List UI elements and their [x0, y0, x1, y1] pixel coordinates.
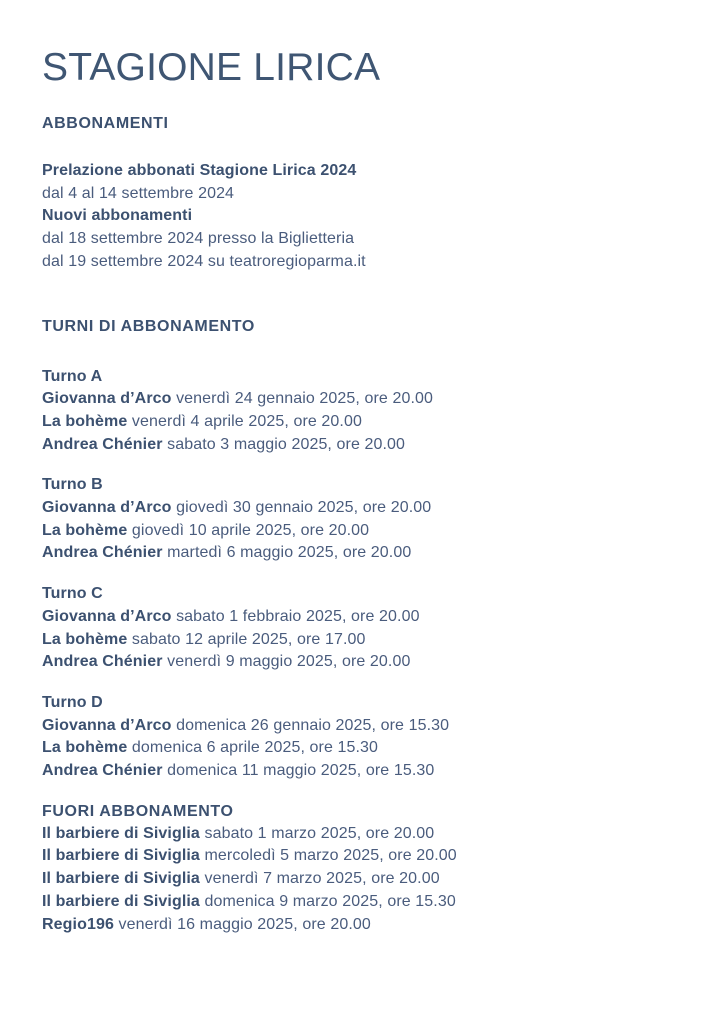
- event-title: Regio196: [42, 915, 114, 933]
- event-title: Andrea Chénier: [42, 544, 163, 562]
- event-title: La bohème: [42, 630, 128, 648]
- event-details: venerdì 9 maggio 2025, ore 20.00: [167, 653, 411, 671]
- abbonamenti-line: dal 4 al 14 settembre 2024: [42, 184, 235, 202]
- event-title: Andrea Chénier: [42, 762, 163, 780]
- event-details: sabato 1 marzo 2025, ore 20.00: [204, 824, 435, 842]
- turni-heading: TURNI DI ABBONAMENTO: [42, 317, 255, 335]
- event-details: mercoledì 5 marzo 2025, ore 20.00: [204, 847, 457, 865]
- event-title: Il barbiere di Siviglia: [42, 824, 200, 842]
- event-row: [42, 520, 681, 543]
- event-title: Giovanna d’Arco: [42, 607, 172, 625]
- abbonamenti-line: dal 18 settembre 2024 presso la Biglietteria: [42, 230, 355, 248]
- page-title: STAGIONE LIRICA: [42, 46, 381, 89]
- event-details: sabato 12 aprile 2025, ore 17.00: [131, 630, 366, 648]
- event-row: [42, 760, 681, 783]
- event-details: domenica 6 aprile 2025, ore 15.30: [131, 739, 379, 757]
- event-row: [42, 845, 681, 868]
- event-title: La bohème: [42, 521, 128, 539]
- event-row: [42, 823, 681, 846]
- event-row: [42, 542, 681, 565]
- event-title: Andrea Chénier: [42, 653, 163, 671]
- abbonamenti-line: Prelazione abbonati Stagione Lirica 2024: [42, 162, 357, 179]
- event-row: [42, 629, 681, 652]
- event-row: [42, 914, 681, 937]
- event-row: [42, 868, 681, 891]
- event-title: Giovanna d’Arco: [42, 390, 172, 408]
- turno-title: Turno C: [42, 585, 103, 603]
- turno-title: Turno B: [42, 476, 103, 494]
- event-title: Andrea Chénier: [42, 435, 163, 453]
- event-details: domenica 11 maggio 2025, ore 15.30: [167, 762, 435, 780]
- abbonamenti-heading: ABBONAMENTI: [42, 115, 169, 132]
- event-title: Il barbiere di Siviglia: [42, 892, 200, 910]
- event-details: giovedì 10 aprile 2025, ore 20.00: [131, 521, 370, 539]
- event-title: Il barbiere di Siviglia: [42, 870, 200, 888]
- event-details: venerdì 4 aprile 2025, ore 20.00: [131, 412, 362, 430]
- event-details: domenica 9 marzo 2025, ore 15.30: [204, 892, 456, 910]
- event-details: sabato 3 maggio 2025, ore 20.00: [167, 435, 406, 453]
- event-row: [42, 715, 681, 738]
- section-fuori-abbonamento: [42, 800, 681, 937]
- event-row: [42, 388, 681, 411]
- event-row: [42, 891, 681, 914]
- event-title: La bohème: [42, 412, 128, 430]
- abbonamenti-line: Nuovi abbonamenti: [42, 207, 193, 225]
- fuori-heading: FUORI ABBONAMENTO: [42, 802, 234, 820]
- event-row: [42, 497, 681, 520]
- event-title: Giovanna d’Arco: [42, 499, 172, 517]
- event-details: venerdì 24 gennaio 2025, ore 20.00: [176, 390, 434, 408]
- event-details: giovedì 30 gennaio 2025, ore 20.00: [176, 499, 432, 517]
- event-row: [42, 411, 681, 434]
- event-title: Il barbiere di Siviglia: [42, 847, 200, 865]
- event-title: Giovanna d’Arco: [42, 716, 172, 734]
- abbonamenti-lines: [42, 160, 681, 274]
- section-turni: [42, 315, 681, 783]
- event-details: martedì 6 maggio 2025, ore 20.00: [167, 544, 412, 562]
- turno-group-c: [42, 583, 681, 674]
- abbonamenti-line: dal 19 settembre 2024 su teatroregioparma.it: [42, 252, 366, 270]
- section-abbonamenti: [42, 112, 681, 274]
- event-details: venerdì 7 marzo 2025, ore 20.00: [204, 870, 440, 888]
- event-row: [42, 737, 681, 760]
- event-row: [42, 606, 681, 629]
- turno-group-a: [42, 366, 681, 457]
- event-row: [42, 434, 681, 457]
- turno-group-b: [42, 474, 681, 565]
- event-details: domenica 26 gennaio 2025, ore 15.30: [176, 716, 450, 734]
- event-details: sabato 1 febbraio 2025, ore 20.00: [176, 607, 420, 625]
- event-title: La bohème: [42, 739, 128, 757]
- turno-title: Turno A: [42, 367, 103, 385]
- turno-group-d: [42, 692, 681, 783]
- event-details: venerdì 16 maggio 2025, ore 20.00: [118, 915, 371, 933]
- event-row: [42, 651, 681, 674]
- turno-title: Turno D: [42, 693, 103, 711]
